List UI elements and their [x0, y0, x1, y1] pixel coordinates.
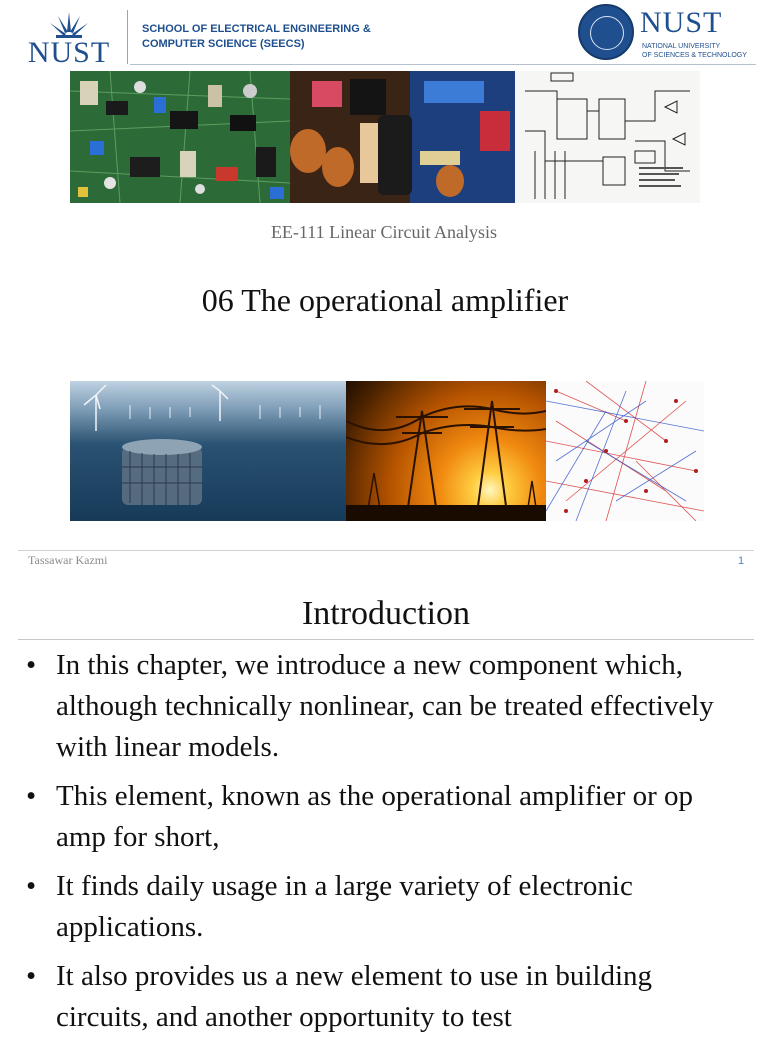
bullet-icon: •	[26, 780, 37, 812]
bullet-text: It finds daily usage in a large variety of electronic applications.	[56, 870, 633, 943]
slide-header	[0, 0, 768, 68]
header-divider	[127, 10, 128, 64]
university-name-line-2: OF SCIENCES & TECHNOLOGY	[642, 52, 747, 59]
capacitors-image	[290, 71, 515, 203]
circuit-board-image	[70, 71, 290, 203]
header-rule	[130, 64, 756, 65]
bullet-text: In this chapter, we introduce a new component which, although technically nonlinear, can be treated effectively with linear models.	[56, 649, 714, 763]
bullet-item	[26, 776, 746, 858]
school-name	[142, 22, 402, 52]
nust-wordmark-right: NUST	[640, 6, 723, 39]
bullet-item	[26, 956, 746, 1038]
footer-rule	[18, 550, 754, 551]
bullet-item	[26, 866, 746, 948]
nust-logo-right	[578, 4, 758, 64]
electronics-banner	[70, 71, 700, 203]
course-name: EE-111 Linear Circuit Analysis	[270, 222, 498, 242]
introduction-slide	[0, 573, 768, 1033]
bullet-text: It also provides us a new element to use in building circuits, and another opportunity to test	[56, 960, 653, 1033]
power-systems-strip	[70, 381, 704, 521]
nust-wordmark-left: NUST	[27, 36, 111, 69]
nust-logo-left	[20, 10, 120, 69]
slide-title: Introduction	[301, 595, 471, 632]
footer-author: Tassawar Kazmi	[28, 553, 108, 567]
network-graph-image	[546, 381, 704, 521]
bullet-icon: •	[26, 870, 37, 902]
page-number: 1	[738, 555, 745, 567]
schematic-diagram-image	[515, 71, 700, 203]
bullet-item	[26, 645, 746, 768]
title-rule	[18, 639, 754, 640]
school-name-line-1: SCHOOL OF ELECTRICAL ENGINEERING &	[142, 23, 371, 35]
bullet-icon: •	[26, 649, 37, 681]
university-name-line-1: NATIONAL UNIVERSITY	[642, 43, 721, 50]
bullet-icon: •	[26, 960, 37, 992]
transmission-towers-sunset-image	[346, 381, 546, 521]
offshore-wind-farm-image	[70, 381, 346, 521]
school-name-line-2: COMPUTER SCIENCE (SEECS)	[142, 38, 305, 50]
bullet-text: This element, known as the operational amplifier or op amp for short,	[56, 780, 694, 853]
university-full-name	[642, 42, 747, 60]
slide-title: 06 The operational amplifier	[201, 282, 569, 318]
bullet-list	[26, 645, 746, 1046]
university-seal-icon	[578, 4, 634, 60]
